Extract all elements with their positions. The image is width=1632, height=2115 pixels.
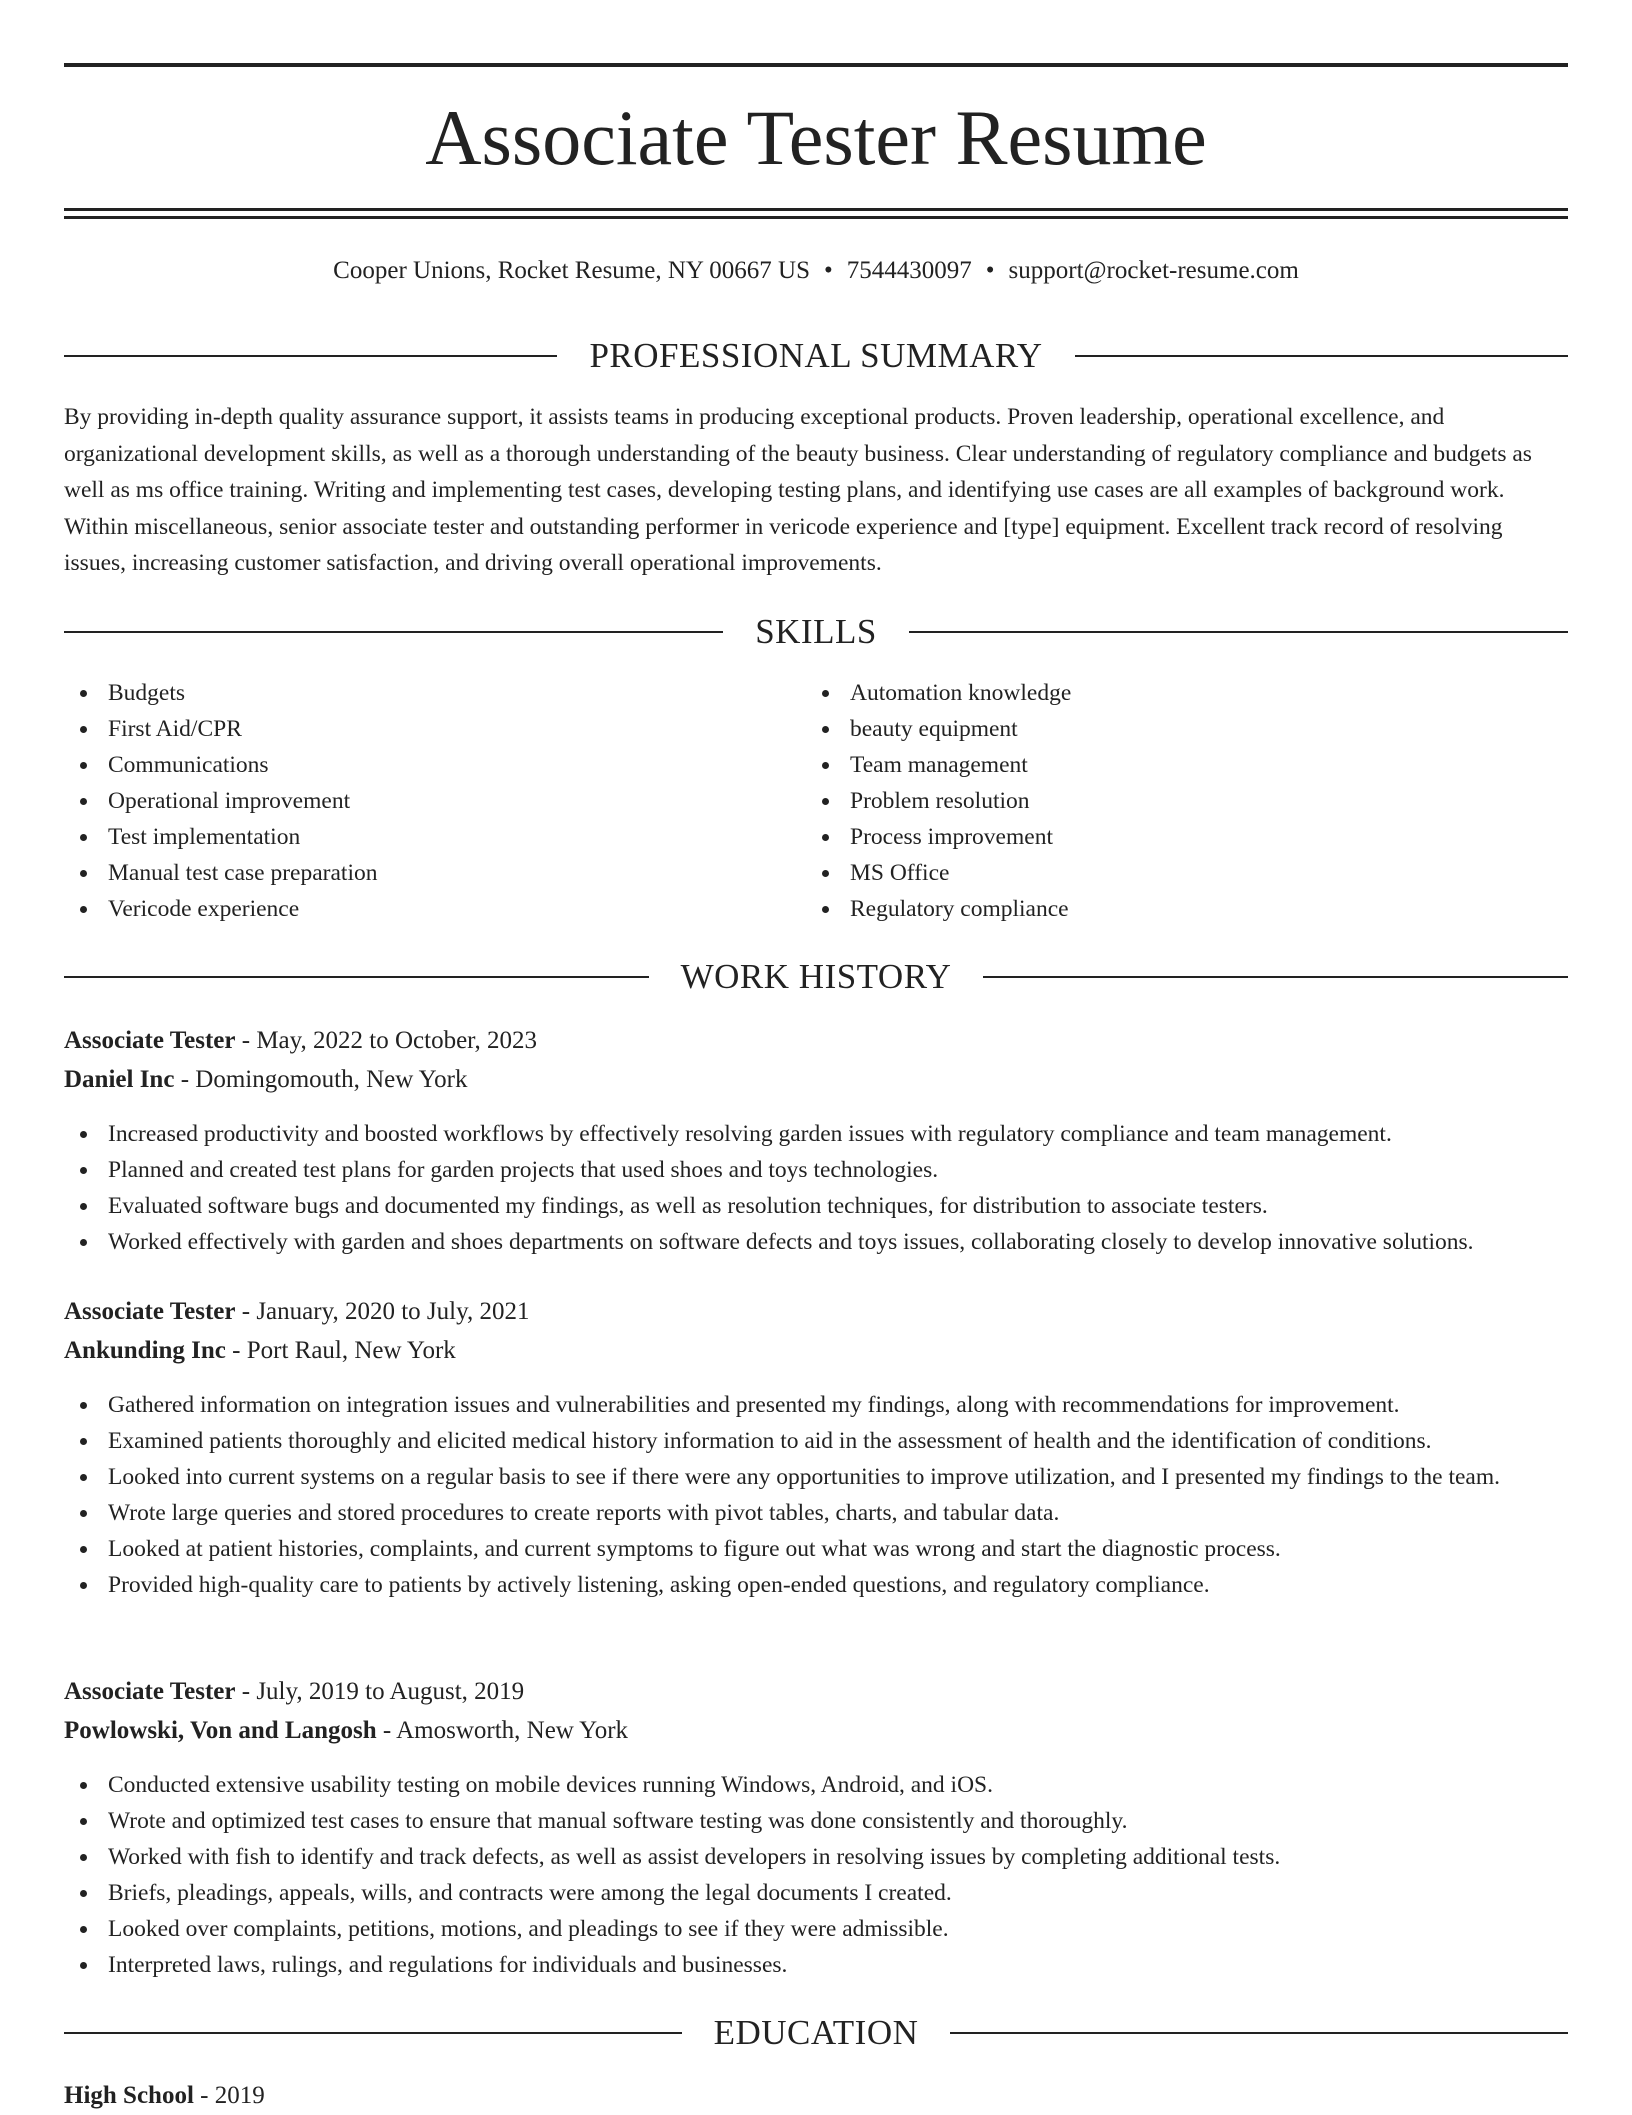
summary-text: By providing in-depth quality assurance support, it assists teams in producing exceptional products. Proven leadership, operational excellence, and organizational development skills, as well as a thorough understanding of the beauty business. Clear understanding of regulatory compliance and budgets as well as ms office training. Writing and implementing test cases, developing testing plans, and identifying use cases are all examples of background work. Within miscellaneous, senior associate tester and outstanding performer in vericode experience and [type] equipment. Excellent track record of resolving issues, increasing customer satisfaction, and driving overall operational improvements. — [64, 404, 1532, 576]
job-location: - Amosworth, New York — [376, 1717, 629, 1744]
job-title-line — [64, 1673, 1568, 1711]
job-company: Daniel Inc — [64, 1066, 175, 1093]
job-title-line — [64, 1293, 1568, 1331]
section-title-summary: PROFESSIONAL SUMMARY — [589, 336, 1043, 375]
job-title: Associate Tester — [64, 1027, 236, 1054]
skill-item: Budgets — [64, 675, 764, 711]
section-header-skills — [64, 610, 1568, 654]
title-rule-upper — [64, 208, 1568, 211]
skill-item: MS Office — [806, 855, 1506, 891]
education-year: - 2019 — [193, 2082, 265, 2109]
job-title: Associate Tester — [64, 1298, 236, 1325]
list-item: Increased productivity and boosted workflows by effectively resolving garden issues with regulatory compliance and team management. — [64, 1116, 1568, 1152]
job-dates: - January, 2020 to July, 2021 — [235, 1298, 530, 1325]
skill-item: Operational improvement — [64, 783, 764, 819]
list-item: Wrote and optimized test cases to ensure that manual software testing was done consistently and thoroughly. — [64, 1803, 1568, 1839]
list-item: Looked into current systems on a regular basis to see if there were any opportunities to improve utilization, and I presented my findings to the team. — [64, 1459, 1568, 1495]
divider-line — [64, 355, 557, 357]
job-bullets — [64, 1116, 1568, 1260]
job-title: Associate Tester — [64, 1678, 236, 1705]
job-title-line — [64, 1022, 1568, 1060]
section-header-summary — [64, 334, 1568, 378]
top-rule — [64, 63, 1568, 67]
skill-item: Team management — [806, 747, 1506, 783]
skill-item: Automation knowledge — [806, 675, 1506, 711]
job-dates: - July, 2019 to August, 2019 — [235, 1678, 525, 1705]
list-item: Conducted extensive usability testing on mobile devices running Windows, Android, and iOS. — [64, 1767, 1568, 1803]
skill-item: Process improvement — [806, 819, 1506, 855]
list-item: Gathered information on integration issues and vulnerabilities and presented my findings, along with recommendations for improvement. — [64, 1387, 1568, 1423]
divider-line — [983, 976, 1568, 978]
skill-item: Problem resolution — [806, 783, 1506, 819]
education-entry — [64, 2077, 1568, 2115]
section-title-skills: SKILLS — [755, 612, 877, 651]
section-title-education: EDUCATION — [713, 2013, 919, 2052]
skill-item: Manual test case preparation — [64, 855, 764, 891]
contact-separator: • — [824, 257, 833, 284]
divider-line — [950, 2032, 1568, 2034]
skills-list-left — [64, 675, 764, 927]
job-company-line — [64, 1061, 1568, 1099]
job-dates: - May, 2022 to October, 2023 — [235, 1027, 537, 1054]
list-item: Wrote large queries and stored procedures to create reports with pivot tables, charts, and tabular data. — [64, 1495, 1568, 1531]
divider-line — [64, 2032, 682, 2034]
section-title-work: WORK HISTORY — [680, 957, 952, 996]
skill-item: beauty equipment — [806, 711, 1506, 747]
section-header-education — [64, 2011, 1568, 2055]
divider-line — [909, 631, 1568, 633]
job-bullets — [64, 1767, 1568, 1983]
page-title: Associate Tester Resume — [425, 94, 1207, 181]
contact-address: Cooper Unions, Rocket Resume, NY 00667 US — [333, 257, 810, 284]
list-item: Worked effectively with garden and shoes departments on software defects and toys issues, collaborating closely to develop innovative solutions. — [64, 1224, 1568, 1260]
job-company-line — [64, 1712, 1568, 1750]
divider-line — [1075, 355, 1568, 357]
title-rule-lower — [64, 216, 1568, 219]
list-item: Looked at patient histories, complaints, and current symptoms to figure out what was wrong and start the diagnostic process. — [64, 1531, 1568, 1567]
job-company: Ankunding Inc — [64, 1337, 226, 1364]
list-item: Provided high-quality care to patients by actively listening, asking open-ended questions, and regulatory compliance. — [64, 1567, 1568, 1603]
list-item: Interpreted laws, rulings, and regulations for individuals and businesses. — [64, 1947, 1568, 1983]
list-item: Planned and created test plans for garden projects that used shoes and toys technologies. — [64, 1152, 1568, 1188]
divider-line — [64, 976, 649, 978]
job-location: - Port Raul, New York — [225, 1337, 456, 1364]
skill-item: Test implementation — [64, 819, 764, 855]
skill-item: Vericode experience — [64, 891, 764, 927]
contact-separator: • — [985, 257, 995, 284]
contact-email: support@rocket-resume.com — [1008, 257, 1299, 284]
list-item: Examined patients thoroughly and elicited medical history information to aid in the assessment of health and the identification of conditions. — [64, 1423, 1568, 1459]
list-item: Worked with fish to identify and track defects, as well as assist developers in resolving issues by completing additional tests. — [64, 1839, 1568, 1875]
education-degree: High School — [64, 2082, 194, 2109]
job-location: - Domingomouth, New York — [174, 1066, 468, 1093]
skill-item: First Aid/CPR — [64, 711, 764, 747]
section-header-work — [64, 955, 1568, 999]
contact-line — [64, 254, 1568, 288]
list-item: Looked over complaints, petitions, motions, and pleadings to see if they were admissible. — [64, 1911, 1568, 1947]
list-item: Briefs, pleadings, appeals, wills, and contracts were among the legal documents I created. — [64, 1875, 1568, 1911]
job-company: Powlowski, Von and Langosh — [64, 1717, 377, 1744]
job-bullets — [64, 1387, 1568, 1603]
list-item: Evaluated software bugs and documented my findings, as well as resolution techniques, for distribution to associate testers. — [64, 1188, 1568, 1224]
skill-item: Communications — [64, 747, 764, 783]
job-company-line — [64, 1332, 1568, 1370]
contact-phone: 7544430097 — [846, 257, 972, 284]
divider-line — [64, 631, 723, 633]
skill-item: Regulatory compliance — [806, 891, 1506, 927]
skills-list-right — [806, 675, 1506, 927]
